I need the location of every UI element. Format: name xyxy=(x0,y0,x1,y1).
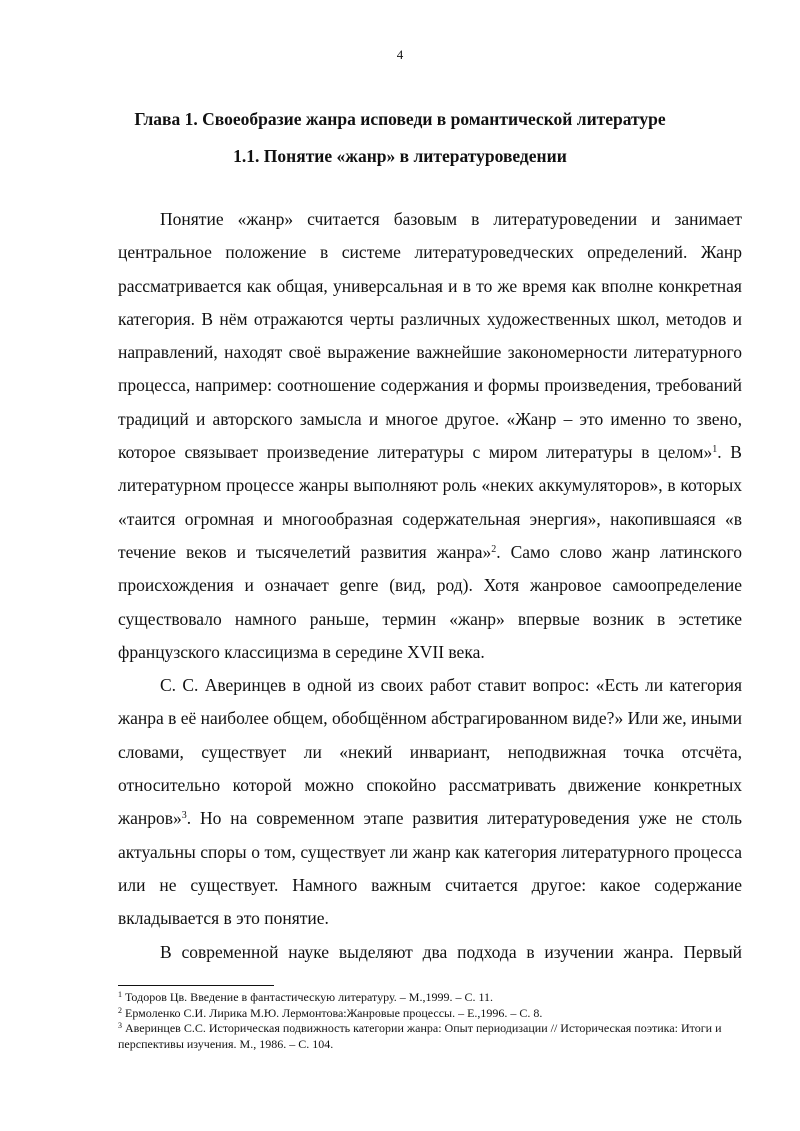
footnote-number: 1 xyxy=(118,990,122,999)
footnote xyxy=(118,1021,742,1052)
paragraph xyxy=(118,936,742,969)
footnote-number: 2 xyxy=(118,1005,122,1015)
paragraph-text: . Но на современном этапе развития литературоведения уже не столь актуальны споры о том, существует ли жанр как категория литературного процесса или не существует. Намного важным считается другое: какое содержание вкладывается в это понятие. xyxy=(118,808,742,929)
body-text xyxy=(118,203,742,969)
paragraph-text: В современной науке выделяют два подхода в изучении жанра. Первый xyxy=(160,941,742,962)
footnote-text: Тодоров Цв. Введение в фантастическую литературу. – М.,1999. – С. 11. xyxy=(125,990,494,1004)
footnote xyxy=(118,990,742,1006)
section-heading: 1.1. Понятие «жанр» в литературоведении xyxy=(233,146,567,166)
paragraph-text: . В литературном процессе жанры выполняют роль «неких аккумуляторов», в которых «таится огромная и многообразная содержательная энергия», накопившаяся «в течение веков и тысячелетий развития жанра» xyxy=(118,442,742,562)
footnote-ref: 2 xyxy=(491,543,497,555)
footnote-ref: 3 xyxy=(181,810,187,822)
footnote-text: Аверинцев С.С. Историческая подвижность категории жанра: Опыт периодизации // Историческая поэтика: Итоги и перспективы изучения. М., 1986. – С. 104. xyxy=(118,1021,722,1051)
footnotes xyxy=(118,990,742,1052)
footnote-text: Ермоленко С.И. Лирика М.Ю. Лермонтова:Жанровые процессы. – Е.,1996. – С. 8. xyxy=(125,1005,543,1020)
footnote-separator xyxy=(118,985,274,986)
paragraph-text: . Само слово жанр латинского происхождения и означает genre (вид, род). Хотя жанровое самоопределение существовало намного раньше, термин «жанр» впервые возник в эстетике французского классицизма в середине XVII века. xyxy=(118,541,742,662)
paragraph xyxy=(118,203,742,669)
paragraph xyxy=(118,669,742,935)
paragraph-text: Понятие «жанр» считается базовым в литературоведении и занимает центральное положение в системе литературоведческих определений. Жанр рассматривается как общая, универсальная и в то же время как вполне конкретная категория. В нём отражаются черты различных художественных школ, методов и направлений, находят своё выражение важнейшие закономерности литературного процесса, например: соотношение содержания и формы произведения, требований традиций и авторского замысла и многое другое. «Жанр – это именно то звено, которое связывает произведение литературы с миром литературы в целом» xyxy=(118,209,742,463)
chapter-heading: Глава 1. Своеобразие жанра исповеди в романтической литературе xyxy=(134,109,666,129)
footnote xyxy=(118,1006,742,1022)
paragraph-text: С. С. Аверинцев в одной из своих работ ставит вопрос: «Есть ли категория жанра в её наиболее общем, обобщённом абстрагированном виде?» Или же, иными словами, существует ли «некий инвариант, неподвижная точка отсчёта, относительно которой можно спокойно рассматривать движение конкретных жанров» xyxy=(118,675,742,829)
page-number: 4 xyxy=(396,47,404,62)
footnote-number: 3 xyxy=(118,1021,122,1030)
footnote-ref: 1 xyxy=(712,444,718,456)
